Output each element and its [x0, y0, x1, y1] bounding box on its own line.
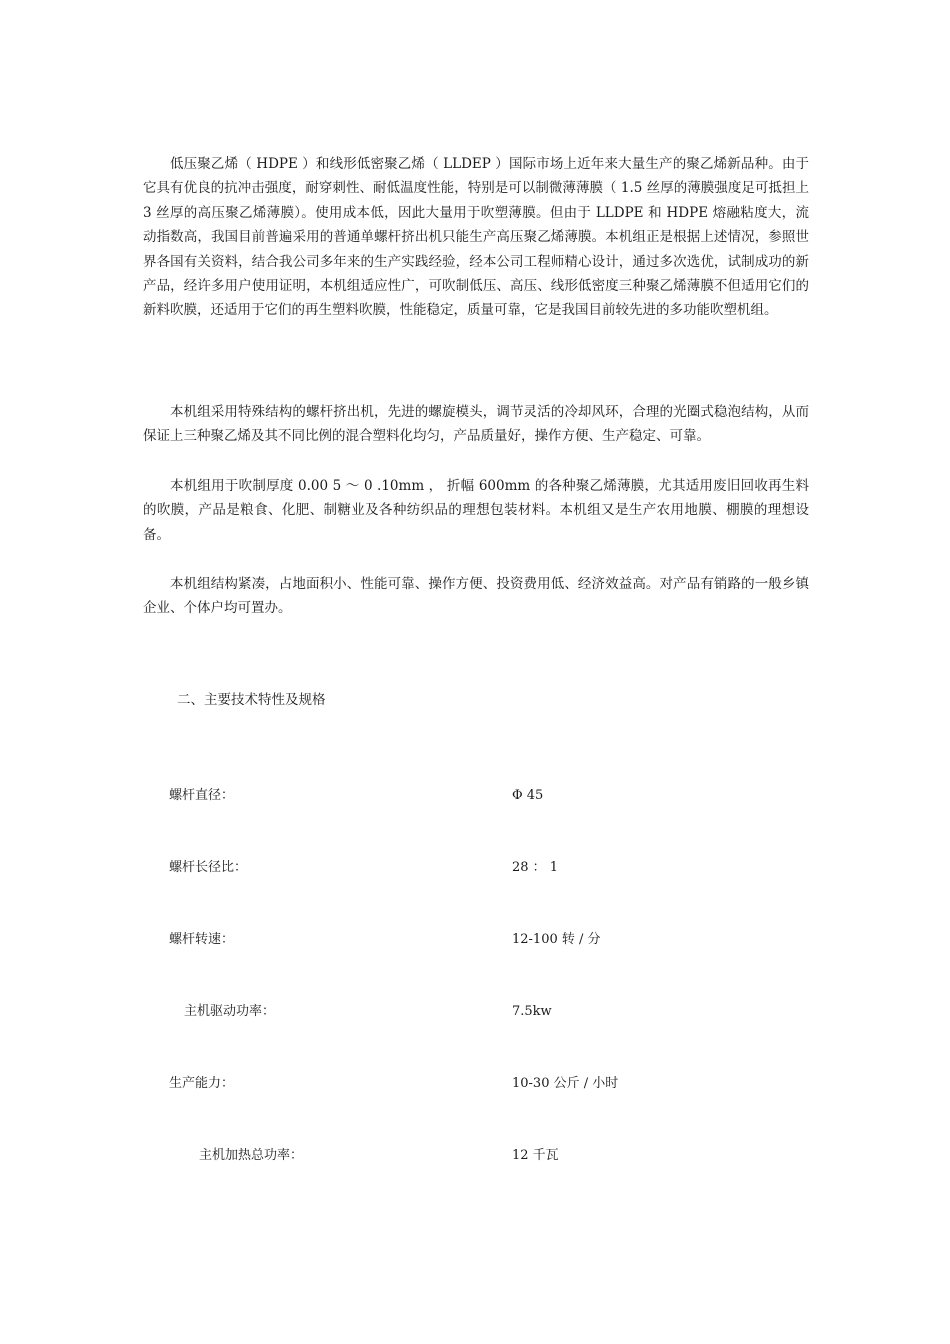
spec-label: 生产能力： [169, 1076, 235, 1091]
spec-value: 10-30 公斤 / 小时 [512, 1076, 619, 1091]
intro-paragraph: 本机组采用特殊结构的螺杆挤出机，先进的螺旋模头，调节灵活的冷却风环，合理的光圈式稳泡结构，从而保证上三种聚乙烯及其不同比例的混合塑料化均匀，产品质量好，操作方便、生产稳定、可靠。 [143, 404, 809, 445]
spec-value: Φ 45 [512, 788, 544, 803]
section-heading: 二、主要技术特性及规格 [177, 692, 326, 708]
intro-paragraph: 本机组结构紧凑，占地面积小、性能可靠、操作方便、投资费用低、经济效益高。对产品有销路的一般乡镇企业、个体户均可置办。 [143, 576, 809, 617]
spec-label: 主机驱动功率： [184, 1004, 276, 1019]
intro-paragraph: 低压聚乙烯（ HDPE ）和线形低密聚乙烯（ LLDEP ）国际市场上近年来大量生产的聚乙烯新品种。由于它具有优良的抗冲击强度，耐穿刺性、耐低温度性能，特别是可以制微薄薄膜（ 1.5 丝厚的薄膜强度足可抵担上 3 丝厚的高压聚乙烯薄膜）。使用成本低，因此大量用于吹塑薄膜。但由于 LLDPE 和 HDPE 熔融粘度大，流动指数高，我国目前普遍采用的普通单螺杆挤出机只能生产高压聚乙烯薄膜。本机组正是根据上述情况，参照世界各国有关资料，结合我公司多年来的生产实践经验，经本公司工程师精心设计，通过多次选优，试制成功的新产品，经许多用户使用证明，本机组适应性广，可吹制低压、高压、线形低密度三种聚乙烯薄膜不但适用它们的新料吹膜，还适用于它们的再生塑料吹膜，性能稳定，质量可靠，它是我国目前较先进的多功能吹塑机组。 [143, 156, 809, 319]
spec-value: 28 ： 1 [512, 860, 559, 875]
spec-label: 主机加热总功率： [199, 1148, 304, 1163]
spec-value: 12-100 转 / 分 [512, 932, 601, 947]
spec-value: 12 千瓦 [512, 1148, 559, 1163]
spec-label: 螺杆长径比： [169, 860, 248, 875]
spec-label: 螺杆转速： [169, 932, 235, 947]
spec-value: 7.5kw [512, 1004, 552, 1019]
spec-label: 螺杆直径： [169, 788, 235, 803]
intro-paragraph: 本机组用于吹制厚度 0.00 5 ～ 0 .10mm ， 折幅 600mm 的各种聚乙烯薄膜，尤其适用废旧回收再生料的吹膜，产品是粮食、化肥、制糖业及各种纺织品的理想包装材料。本机组又是生产农用地膜、棚膜的理想设备。 [143, 478, 809, 543]
